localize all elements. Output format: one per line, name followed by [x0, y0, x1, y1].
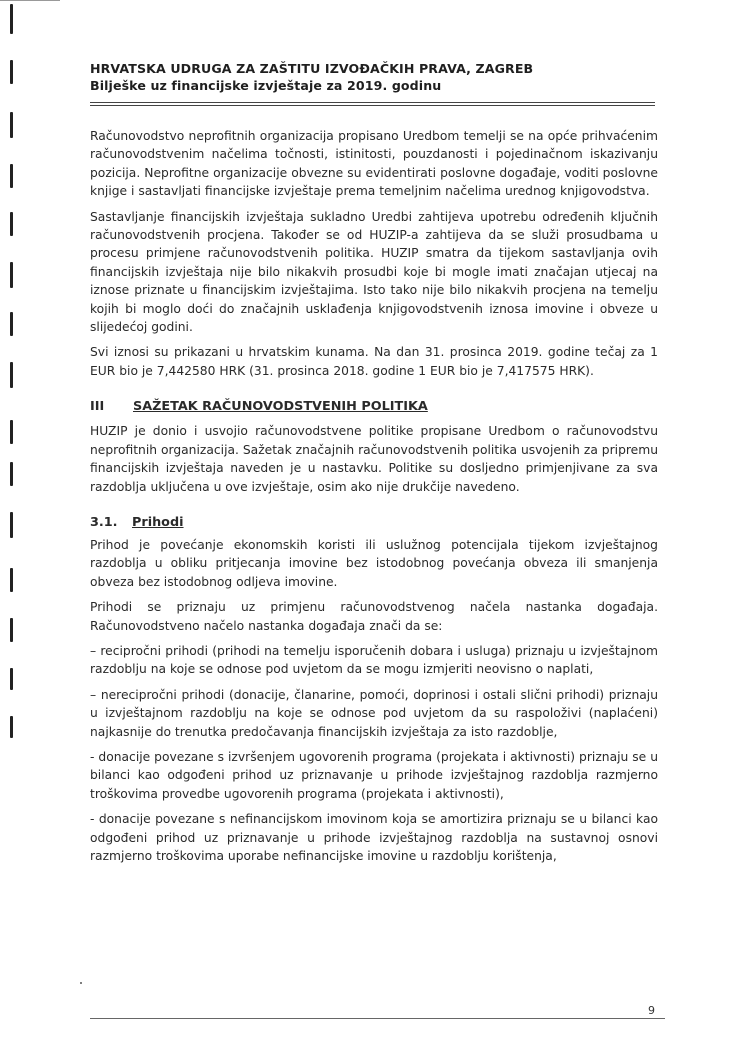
header-rule-top [90, 102, 655, 103]
header-rule-bottom [90, 105, 655, 106]
footer-rule [90, 1018, 665, 1019]
section-heading [90, 398, 658, 416]
section-number: III [90, 399, 105, 415]
revenue-list-item: - donacije povezane s izvršenjem ugovorenih programa (projekata i aktivnosti) priznaju se u bilanci kao odgođeni prihod uz priznavanje u prihode izvještajnog razdoblja razmjerno troškovima provedbe ugovorenih programa (projekata i aktivnosti), [90, 749, 658, 801]
subsection-number: 3.1. [90, 514, 118, 530]
page-body [90, 127, 658, 872]
revenue-paragraph-2: Prihodi se priznaju uz primjenu računovodstvenog načela nastanka događaja. Računovodstveno načelo nastanka događaja znači da se: [90, 600, 658, 633]
section-paragraph: HUZIP je donio i usvojio računovodstvene politike propisane Uredbom o računovodstvu neprofitnih organizacija. Sažetak značajnih računovodstvenih politika usvojenih za pripremu financijskih izvještaja naveden je u nastavku. Politike su dosljedno primjenjivane za sva razdoblja uključena u ove izvještaje, osim ako nije drukčije navedeno. [90, 424, 658, 494]
scan-edge-line [0, 0, 60, 1]
revenue-list-item: – nerecipročni prihodi (donacije, članarine, pomoći, doprinosi i ostali slični prihodi) priznaju u izvještajnom razdoblju na koje se odnose pod uvjetom da su raspoloživi (naplaćeni) najkasnije do trenutka predočavanja financijskih izvještaja za isto razdoblje, [90, 687, 658, 739]
scan-speck [80, 982, 82, 984]
section-title: SAŽETAK RAČUNOVODSTVENIH POLITIKA [133, 399, 428, 415]
intro-paragraph-1: Računovodstvo neprofitnih organizacija propisano Uredbom temelji se na opće prihvaćenim računovodstvenim načelima točnosti, istinitosti, pouzdanosti i pojedinačnom iskazivanju pozicija. Neprofitne organizacije obvezne su evidentirati poslovne događaje, voditi poslovne knjige i sastavljati financijske izvještaje prema temeljnim načelima urednog knjigovodstva. [90, 129, 658, 199]
organization-name: HRVATSKA UDRUGA ZA ZAŠTITU IZVOĐAČKIH PRAVA, ZAGREB [90, 61, 534, 76]
revenue-list-item: – recipročni prihodi (prihodi na temelju isporučenih dobara i usluga) priznaju u izvještajnom razdoblju na koje se odnose pod uvjetom da se mogu izmjeriti neovisno o naplati, [90, 643, 658, 677]
page-number: 9 [648, 1004, 655, 1017]
binding-marks [10, 0, 14, 1060]
revenue-paragraph-1: Prihod je povećanje ekonomskih koristi ili uslužnog potencijala tijekom izvještajnog razdoblja u obliku pritjecanja imovine bez istodobnog povećanja obveza ili smanjenja obveza bez istodobnog odljeva imovine. [90, 537, 658, 589]
revenue-list-item: - donacije povezane s nefinancijskom imovinom koja se amortizira priznaju se u bilanci kao odgođeni prihod uz priznavanje u prihode izvještajnog razdoblja na sustavnoj osnovi razmjerno troškovima uporabe nefinancijske imovine u razdoblju korištenja, [90, 812, 658, 863]
document-header [90, 60, 660, 94]
intro-paragraph-3: Svi iznosi su prikazani u hrvatskim kunama. Na dan 31. prosinca 2019. godine tečaj za 1 EUR bio je 7,442580 HRK (31. prosinca 2018. godine 1 EUR bio je 7,417575 HRK). [90, 345, 658, 378]
subsection-title: Prihodi [132, 514, 184, 530]
intro-paragraph-2: Sastavljanje financijskih izvještaja sukladno Uredbi zahtijeva upotrebu određenih ključnih računovodstvenih procjena. Također se od HUZIP-a zahtijeva da se služi prosudbama u procesu primjene računovodstvenih politika. HUZIP smatra da tijekom sastavljanja ovih financijskih izvještaja nije bilo nikakvih prosudbi koje bi mogle imati značajan utjecaj na iznose priznate u financijskim izvještajima. Isto tako nije bilo nikakvih procjena na temelju kojih bi moglo doći do značajnih usklađenja knjigovodstvenih iznosa imovine i obveze u slijedećoj godini. [90, 209, 658, 335]
document-title: Bilješke uz financijske izvještaje za 2019. godinu [90, 78, 442, 93]
subsection-heading [90, 514, 658, 532]
